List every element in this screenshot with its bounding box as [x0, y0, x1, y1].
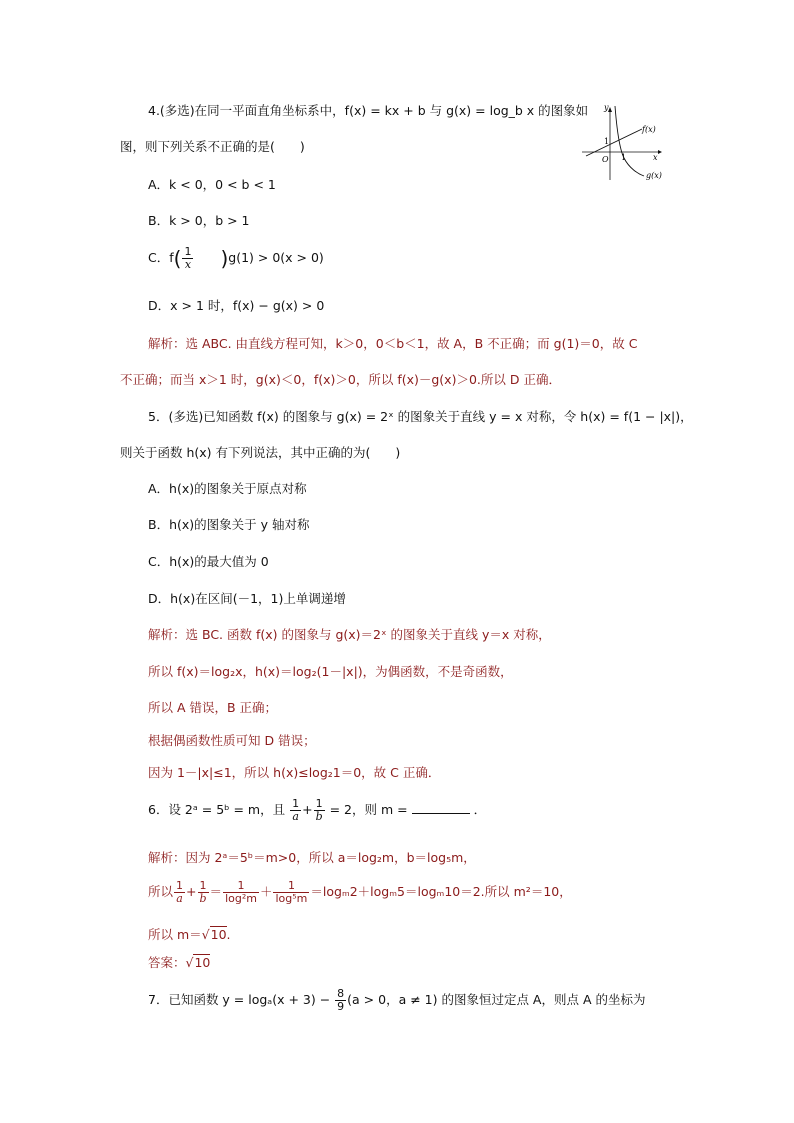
q6-stem: 6．设 2ᵃ = 5ᵇ = m，且 $\frac{1}{a}$ + $\frac{1}{b}$ = 2，则 m = ．: [148, 797, 487, 823]
y-axis-label: y: [604, 103, 609, 112]
q6-solution-line2-post: ＝logₘ2＋logₘ5＝logₘ10＝2.所以 m²＝10，: [310, 884, 572, 899]
q4-stem-line2: 图，则下列关系不正确的是( ): [120, 139, 305, 154]
q4-stem-line1: 4.(多选)在同一平面直角坐标系中，f(x) = kx + b 与 g(x) = log_b x 的图象如: [148, 103, 589, 118]
q6-solution-line3-pre: 所以 m＝: [148, 927, 202, 942]
q6-stem-end: ．: [473, 802, 487, 817]
frac-1-over-a: $\frac{1}{a}$: [292, 797, 300, 823]
function-graph: [582, 102, 672, 182]
origin-label: O: [602, 155, 609, 164]
q5-option-b: B．h(x)的图象关于 y 轴对称: [148, 517, 310, 532]
q4-option-b: B．k > 0，b > 1: [148, 213, 250, 228]
answer-label: 答案：: [148, 955, 186, 970]
q4-option-c-frac: $\frac{1}{x}$: [184, 245, 192, 271]
x-axis-arrow: [658, 150, 662, 154]
frac-1-over-a-solution: $\frac{1}{a}$: [176, 879, 184, 905]
q5-solution-line5: 因为 1－|x|≤1，所以 h(x)≤log₂1＝0，故 C 正确．: [148, 765, 441, 780]
q5-solution-line4: 根据偶函数性质可知 D 错误；: [148, 733, 316, 748]
q4-option-c-pre: C．f: [148, 250, 174, 265]
answer-blank[interactable]: [412, 802, 470, 814]
q7-stem-post: (a > 0，a ≠ 1) 的图象恒过定点 A，则点 A 的坐标为: [347, 992, 646, 1007]
q4-option-d: D．x > 1 时，f(x) − g(x) > 0: [148, 298, 325, 313]
q6-solution-line2: 所以 $\frac{1}{a}$ + $\frac{1}{b}$ ＝ $\frac{1}{\text{log²m}}$ ＋ $\frac{1}{\text{log⁵m}}$ ＝logₘ2＋logₘ5＝logₘ10＝2.所以 m²＝10，: [148, 879, 572, 905]
q5-option-d: D．h(x)在区间(－1，1)上单调递增: [148, 591, 346, 606]
q5-stem-line2: 则关于函数 h(x) 有下列说法，其中正确的为( ): [120, 445, 401, 460]
q5-option-c: C．h(x)的最大值为 0: [148, 554, 269, 569]
y-axis-arrow: [608, 107, 612, 112]
q4-option-a: A．k < 0，0 < b < 1: [148, 177, 276, 192]
y-one-label: 1: [604, 137, 610, 146]
q5-solution-line2: 所以 f(x)＝log₂x，h(x)＝log₂(1－|x|)，为偶函数，不是奇函数，: [148, 664, 513, 679]
frac-1-over-log5m: $\frac{1}{\text{log⁵m}}$: [275, 879, 308, 905]
q4-solution-line2: 不正确；而当 x＞1 时，g(x)＜0，f(x)＞0，所以 f(x)－g(x)＞0.所以 D 正确．: [120, 372, 561, 387]
g-label: g(x): [646, 171, 662, 180]
q7-stem: [148, 988, 645, 1013]
frac-8-over-9: $\frac{8}{9}$: [337, 987, 345, 1013]
q5-stem-line1: 5．(多选)已知函数 f(x) 的图象与 g(x) = 2ˣ 的图象关于直线 y = x 对称，令 h(x) = f(1 − |x|)，: [148, 409, 693, 424]
q6-solution-line2-pre: 所以: [148, 884, 174, 899]
q4-option-c: [148, 246, 324, 271]
x-axis-label: x: [653, 153, 658, 162]
q6-solution-line3: 所以 m＝√10.: [148, 927, 231, 942]
q6-solution-line1: 解析：因为 2ᵃ＝5ᵇ＝m>0，所以 a＝log₂m，b＝log₅m，: [148, 850, 476, 865]
q5-option-a: A．h(x)的图象关于原点对称: [148, 481, 307, 496]
q6-stem-pre: 6．设 2ᵃ = 5ᵇ = m，且: [148, 802, 286, 817]
frac-1-over-b-solution: $\frac{1}{b}$: [199, 879, 207, 905]
answer-sqrt-10: 10: [194, 955, 211, 970]
q5-solution-line3: 所以 A 错误，B 正确；: [148, 700, 278, 715]
q7-stem-pre: 7．已知函数 y = logₐ(x + 3) −: [148, 992, 331, 1007]
curve-g: [615, 106, 644, 176]
x-one-label: 1: [621, 153, 627, 162]
q4-solution-line1: 解析：选 ABC. 由直线方程可知，k＞0，0＜b＜1，故 A，B 不正确；而 g(1)＝0，故 C: [148, 336, 638, 351]
paren-open: (: [173, 246, 182, 271]
f-label: f(x): [642, 125, 656, 134]
paren-close: ): [220, 246, 229, 271]
frac-1-over-b: $\frac{1}{b}$: [315, 797, 323, 823]
sqrt-10: 10: [210, 927, 227, 942]
q5-solution-line1: 解析：选 BC. 函数 f(x) 的图象与 g(x)＝2ˣ 的图象关于直线 y＝x 对称，: [148, 627, 551, 642]
frac-1-over-log2m: $\frac{1}{\text{log²m}}$: [225, 879, 257, 905]
q6-solution-line3-post: .: [226, 927, 231, 942]
q6-stem-post: = 2，则 m =: [329, 802, 408, 817]
q6-answer: 答案：√10: [148, 955, 211, 970]
q4-option-c-post: g(1) > 0(x > 0): [228, 250, 324, 265]
